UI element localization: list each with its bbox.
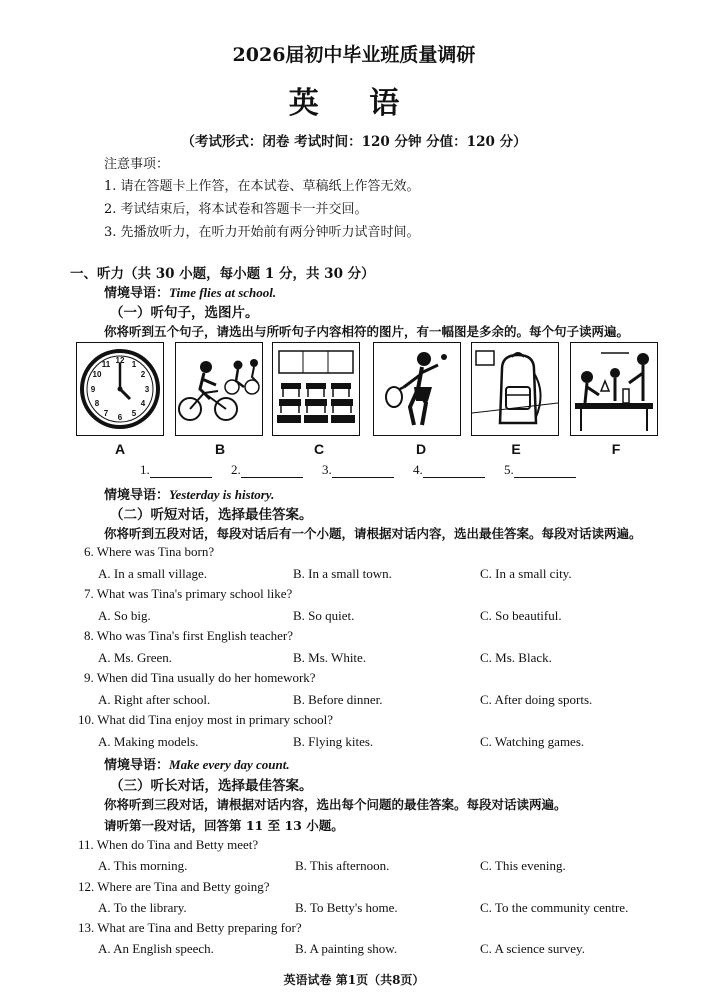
blank-number: 4.: [413, 462, 423, 477]
picture-label: C: [313, 441, 325, 457]
option-c[interactable]: C. A science survey.: [480, 941, 585, 956]
option-b[interactable]: B. Ms. White.: [293, 650, 367, 665]
blank-number: 1.: [140, 462, 150, 477]
answer-blank[interactable]: [241, 463, 303, 478]
question-text: 13. What are Tina and Betty preparing for?: [78, 920, 302, 935]
part-sub-instructions: 请听第一段对话，回答第 11 至 13 小题。: [104, 818, 344, 833]
science-lab-icon: [571, 343, 657, 435]
part-title: （一）听句子，选图片。: [110, 305, 259, 321]
context-label: 情境导语：: [104, 286, 170, 301]
picture-b: [175, 342, 263, 436]
part-instructions: 你将听到五个句子，请选出与所听句子内容相符的图片，有一幅图是多余的。每个句子读两遍。: [104, 324, 630, 339]
answer-blank[interactable]: [423, 463, 485, 478]
option-c[interactable]: C. So beautiful.: [480, 608, 562, 623]
svg-text:10: 10: [92, 370, 102, 379]
option-c[interactable]: C. In a small city.: [480, 566, 572, 581]
blank-number: 5.: [504, 462, 514, 477]
blank-number: 3.: [322, 462, 332, 477]
option-a[interactable]: A. Ms. Green.: [98, 650, 173, 665]
blank-number: 2.: [231, 462, 241, 477]
option-c[interactable]: C. This evening.: [480, 858, 566, 873]
option-b[interactable]: B. This afternoon.: [295, 858, 390, 873]
picture-d: [373, 342, 461, 436]
svg-text:11: 11: [101, 360, 111, 369]
context-text: Make every day count.: [169, 757, 290, 772]
question-text: 11. When do Tina and Betty meet?: [78, 837, 259, 852]
picture-c: [272, 342, 360, 436]
option-b[interactable]: B. Flying kites.: [293, 734, 374, 749]
option-a[interactable]: A. Right after school.: [98, 692, 211, 707]
svg-text:5: 5: [131, 409, 137, 418]
context-label: 情境导语：: [104, 758, 170, 773]
picture-e: [471, 342, 559, 436]
picture-a: [76, 342, 164, 436]
part-title: （二）听短对话，选择最佳答案。: [110, 507, 313, 523]
note-item: 1. 请在答题卡上作答，在本试卷、草稿纸上作答无效。: [104, 179, 420, 194]
part-instructions: 你将听到三段对话，请根据对话内容，选出每个问题的最佳答案。每段对话读两遍。: [104, 797, 567, 812]
option-a[interactable]: A. This morning.: [98, 858, 188, 873]
option-b[interactable]: B. To Betty's home.: [295, 900, 398, 915]
svg-text:6: 6: [117, 413, 123, 422]
cyclists-icon: [176, 343, 262, 435]
option-c[interactable]: C. Ms. Black.: [480, 650, 552, 665]
option-a[interactable]: A. An English speech.: [98, 941, 214, 956]
option-a[interactable]: A. So big.: [98, 608, 151, 623]
part-title: （三）听长对话，选择最佳答案。: [110, 778, 313, 794]
picture-label: D: [415, 441, 427, 457]
picture-label: B: [214, 441, 226, 457]
note-item: 2. 考试结束后，将本试卷和答题卡一并交回。: [104, 202, 368, 217]
clock-icon: [77, 343, 163, 435]
classroom-icon: [273, 343, 359, 435]
subject-title: 英 语: [288, 86, 420, 121]
option-c[interactable]: C. After doing sports.: [480, 692, 593, 707]
part-instructions: 你将听到五段对话，每段对话后有一个小题，请根据对话内容，选出最佳答案。每段对话读两遍。: [104, 526, 642, 541]
svg-text:1: 1: [131, 360, 137, 369]
exam-info: （考试形式：闭卷 考试时间：120 分钟 分值：120 分）: [181, 134, 527, 150]
option-b[interactable]: B. A painting show.: [295, 941, 398, 956]
context-label: 情境导语：: [104, 488, 170, 503]
option-b[interactable]: B. So quiet.: [293, 608, 355, 623]
option-a[interactable]: A. To the library.: [98, 900, 187, 915]
notes-heading: 注意事项：: [104, 157, 170, 172]
tennis-player-icon: [374, 343, 460, 435]
option-b[interactable]: B. In a small town.: [293, 566, 392, 581]
option-b[interactable]: B. Before dinner.: [293, 692, 383, 707]
option-a[interactable]: A. Making models.: [98, 734, 199, 749]
page-footer: 英语试卷 第1页（共8页）: [283, 973, 425, 987]
context-guide: [104, 484, 274, 503]
answer-blanks: [140, 462, 576, 478]
option-a[interactable]: A. In a small village.: [98, 566, 208, 581]
svg-text:12: 12: [115, 356, 125, 365]
question-text: 10. What did Tina enjoy most in primary school?: [78, 712, 334, 727]
question-text: 12. Where are Tina and Betty going?: [78, 879, 270, 894]
svg-text:2: 2: [140, 370, 146, 379]
picture-f: [570, 342, 658, 436]
question-text: 9. When did Tina usually do her homework?: [84, 670, 316, 685]
option-c[interactable]: C. Watching games.: [480, 734, 585, 749]
backpack-icon: [472, 343, 558, 435]
exam-title: 2026届初中毕业班质量调研: [232, 44, 476, 66]
picture-label: A: [114, 441, 126, 457]
context-text: Yesterday is history.: [169, 487, 275, 502]
option-c[interactable]: C. To the community centre.: [480, 900, 629, 915]
svg-text:4: 4: [140, 399, 146, 408]
answer-blank[interactable]: [150, 463, 212, 478]
svg-text:3: 3: [144, 385, 150, 394]
answer-blank[interactable]: [332, 463, 394, 478]
question-text: 7. What was Tina's primary school like?: [84, 586, 293, 601]
section-heading: 一、听力（共 30 小题，每小题 1 分，共 30 分）: [70, 266, 375, 282]
picture-label: F: [611, 441, 621, 457]
svg-text:9: 9: [90, 385, 96, 394]
picture-label: E: [511, 441, 521, 457]
question-text: 8. Who was Tina's first English teacher?: [84, 628, 293, 643]
svg-text:7: 7: [103, 409, 109, 418]
svg-text:8: 8: [94, 399, 100, 408]
question-text: 6. Where was Tina born?: [84, 544, 215, 559]
context-guide: [104, 754, 290, 773]
context-guide: [104, 282, 276, 301]
note-item: 3. 先播放听力，在听力开始前有两分钟听力试音时间。: [104, 225, 420, 240]
context-text: Time flies at school.: [169, 285, 277, 300]
answer-blank[interactable]: [514, 463, 576, 478]
